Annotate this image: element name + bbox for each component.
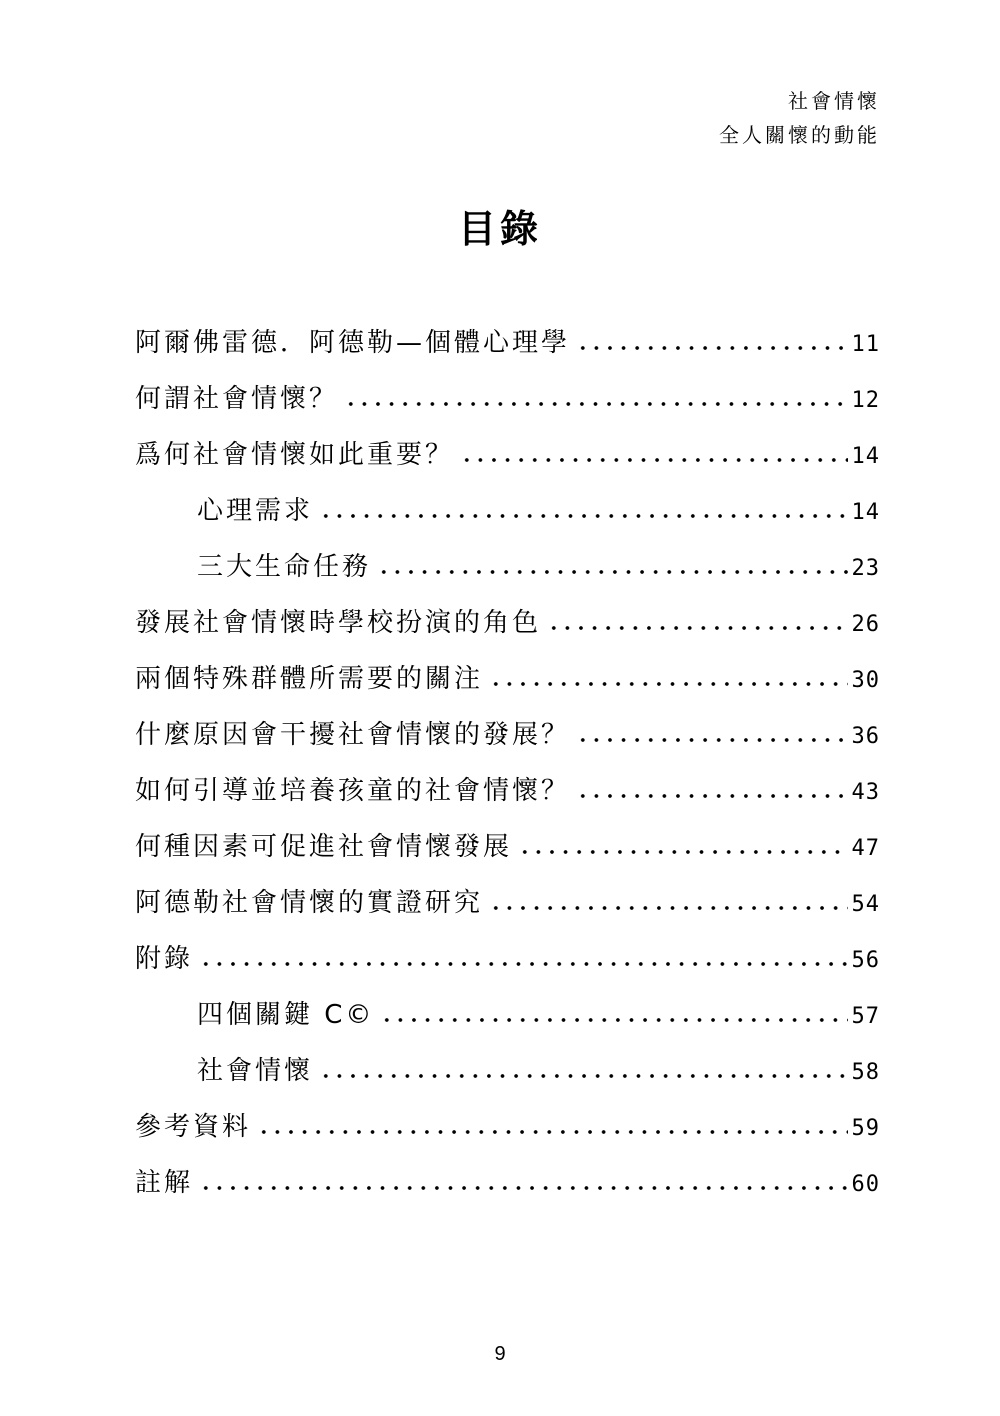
toc-entry-title: 心理需求 [197, 496, 314, 526]
toc-entry[interactable] [135, 994, 880, 1050]
toc-entry-title: 何謂社會情懷？ [135, 384, 339, 414]
toc-entry-page-number: 56 [851, 948, 880, 973]
toc-entry[interactable] [135, 322, 880, 378]
toc-entry[interactable] [135, 938, 880, 994]
toc-entry-page-number: 12 [851, 388, 880, 413]
dot-leader [199, 943, 848, 967]
dot-leader [460, 439, 848, 463]
dot-leader [518, 831, 848, 855]
toc-entry[interactable] [135, 882, 880, 938]
toc-entry-title: 何種因素可促進社會情懷發展 [135, 832, 513, 862]
toc-entry[interactable] [135, 770, 880, 826]
dot-leader [319, 495, 848, 519]
running-head [719, 84, 880, 152]
toc-entry-page-number: 11 [851, 332, 880, 357]
toc-entry-title: 什麼原因會干擾社會情懷的發展？ [135, 720, 571, 750]
toc-entry-page-number: 30 [851, 668, 880, 693]
toc-entry[interactable] [135, 714, 880, 770]
toc-entry[interactable] [135, 658, 880, 714]
toc-entry-page-number: 47 [851, 836, 880, 861]
running-head-subtitle: 全人關懷的動能 [719, 123, 880, 147]
toc-entry-page-number: 58 [851, 1060, 880, 1085]
toc-entry-title: 社會情懷 [197, 1056, 314, 1086]
toc-entry[interactable] [135, 1106, 880, 1162]
toc-entry-title: 附錄 [135, 944, 194, 974]
running-head-book-title: 社會情懷 [788, 89, 880, 113]
toc-entry[interactable] [135, 378, 880, 434]
toc-entry-title: 如何引導並培養孩童的社會情懷？ [135, 776, 571, 806]
toc-entry-page-number: 60 [851, 1172, 880, 1197]
toc-entry-page-number: 23 [851, 556, 880, 581]
toc-entry-page-number: 26 [851, 612, 880, 637]
toc-entry-page-number: 57 [851, 1004, 880, 1029]
dot-leader [489, 663, 848, 687]
toc-entry[interactable] [135, 490, 880, 546]
toc-entry-title: 四個關鍵 C© [197, 1000, 375, 1030]
toc-entry[interactable] [135, 1050, 880, 1106]
dot-leader [380, 999, 848, 1023]
toc-entry-title: 阿德勒社會情懷的實證研究 [135, 888, 484, 918]
dot-leader [489, 887, 848, 911]
toc-entry-page-number: 14 [851, 444, 880, 469]
toc-entry-title: 發展社會情懷時學校扮演的角色 [135, 608, 542, 638]
dot-leader [547, 607, 848, 631]
toc-entry-title: 三大生命任務 [197, 552, 372, 582]
toc-entry-title: 參考資料 [135, 1112, 252, 1142]
toc-entry-page-number: 36 [851, 724, 880, 749]
toc-entry-page-number: 14 [851, 500, 880, 525]
toc-entry[interactable] [135, 434, 880, 490]
dot-leader [199, 1167, 848, 1191]
toc-entry-title: 兩個特殊群體所需要的關注 [135, 664, 484, 694]
toc-entry[interactable] [135, 602, 880, 658]
toc-entry-title: 阿爾佛雷德．阿德勒—個體心理學 [135, 328, 571, 358]
toc-entry-page-number: 54 [851, 892, 880, 917]
dot-leader [576, 775, 848, 799]
toc-entry[interactable] [135, 826, 880, 882]
dot-leader [319, 1055, 848, 1079]
dot-leader [576, 327, 848, 351]
dot-leader [257, 1111, 848, 1135]
toc-entry-title: 爲何社會情懷如此重要？ [135, 440, 455, 470]
dot-leader [377, 551, 848, 575]
toc-entry[interactable] [135, 1162, 880, 1218]
table-of-contents [135, 322, 880, 1218]
page-number: 9 [494, 1343, 506, 1365]
toc-entry[interactable] [135, 546, 880, 602]
dot-leader [576, 719, 848, 743]
toc-entry-page-number: 43 [851, 780, 880, 805]
toc-entry-title: 註解 [135, 1168, 194, 1198]
dot-leader [344, 383, 848, 407]
toc-entry-page-number: 59 [851, 1116, 880, 1141]
page-title: 目錄 [457, 206, 542, 251]
